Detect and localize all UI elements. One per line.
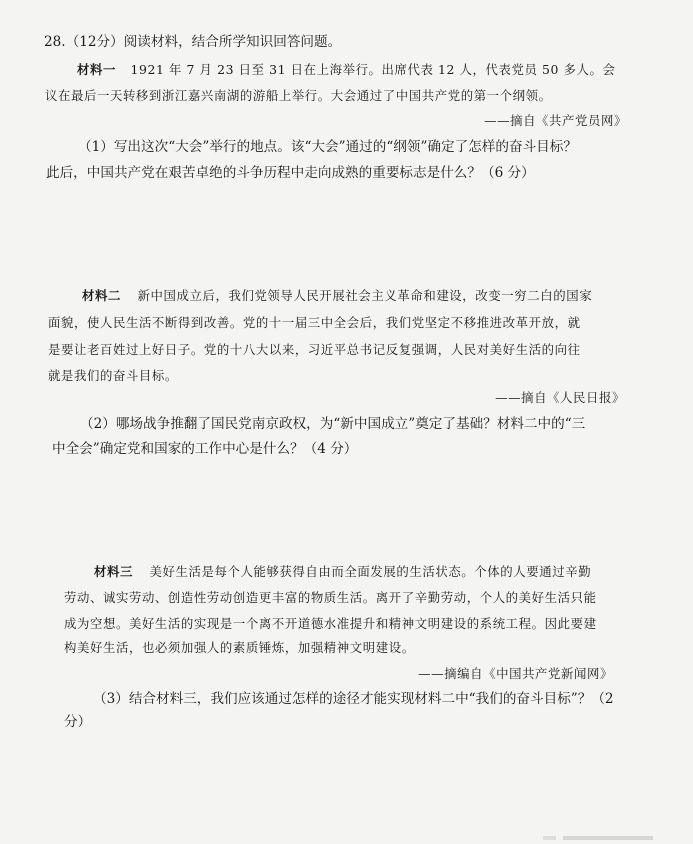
material-3-label: 材料三 [94, 564, 133, 579]
material-1-label: 材料一 [77, 62, 116, 77]
material-3-line-1 [94, 563, 591, 581]
material-1-text-1: 1921 年 7 月 23 日至 31 日在上海举行。出席代表 12 人，代表党员 50 多人。会 [130, 62, 616, 77]
scan-watermark-mark [543, 836, 653, 840]
question-2-line-2: 中全会”确定党和国家的工作中心是什么？（4 分） [52, 441, 358, 457]
material-2-line-4: 就是我们的奋斗目标。 [48, 368, 178, 383]
material-2-label: 材料二 [82, 288, 121, 303]
material-3-text-1: 美好生活是每个人能够获得自由而全面发展的生活状态。个体的人要通过辛勤 [149, 564, 592, 579]
material-3-line-4: 构美好生活，也必须加强人的素质锤炼，加强精神文明建设。 [64, 640, 415, 655]
material-2-line-1 [82, 287, 592, 305]
material-2-line-2: 面貌，使人民生活不断得到改善。党的十一届三中全会后，我们党坚定不移推进改革开放，就 [48, 315, 581, 330]
material-1-source: ——摘自《共产党员网》 [484, 113, 627, 128]
material-2-line-3: 是要让老百姓过上好日子。党的十八大以来，习近平总书记反复强调，人民对美好生活的向往 [48, 342, 581, 357]
question-3-line-2: 分） [64, 714, 92, 730]
material-1-line-2: 议在最后一天转移到浙江嘉兴南湖的游船上举行。大会通过了中国共产党的第一个纲领。 [45, 88, 552, 103]
material-3-line-3: 成为空想。美好生活的实现是一个离不开道德水准提升和精神文明建设的系统工程。因此要建 [64, 616, 597, 631]
material-3-source: ——摘编自《中国共产党新闻网》 [418, 666, 613, 681]
material-2-source: ——摘自《人民日报》 [495, 390, 625, 405]
question-1-line-1: （1）写出这次“大会”举行的地点。该“大会”通过的“纲领”确定了怎样的奋斗目标？ [78, 139, 577, 155]
question-28-header: 28.（12分）阅读材料，结合所学知识回答问题。 [44, 34, 342, 50]
material-2-text-1: 新中国成立后，我们党领导人民开展社会主义革命和建设，改变一穷二白的国家 [137, 288, 593, 303]
question-1-line-2: 此后，中国共产党在艰苦卓绝的斗争历程中走向成熟的重要标志是什么？（6 分） [46, 165, 535, 181]
question-3-line-1: （3）结合材料三，我们应该通过怎样的途径才能实现材料二中“我们的奋斗目标”？（2 [93, 691, 614, 707]
material-3-line-2: 劳动、诚实劳动、创造性劳动创造更丰富的物质生活。离开了辛勤劳动，个人的美好生活只能 [64, 590, 597, 605]
material-1-line-1 [77, 61, 616, 79]
question-2-line-1: （2）哪场战争推翻了国民党南京政权，为“新中国成立”奠定了基础？材料二中的“三 [80, 416, 586, 432]
